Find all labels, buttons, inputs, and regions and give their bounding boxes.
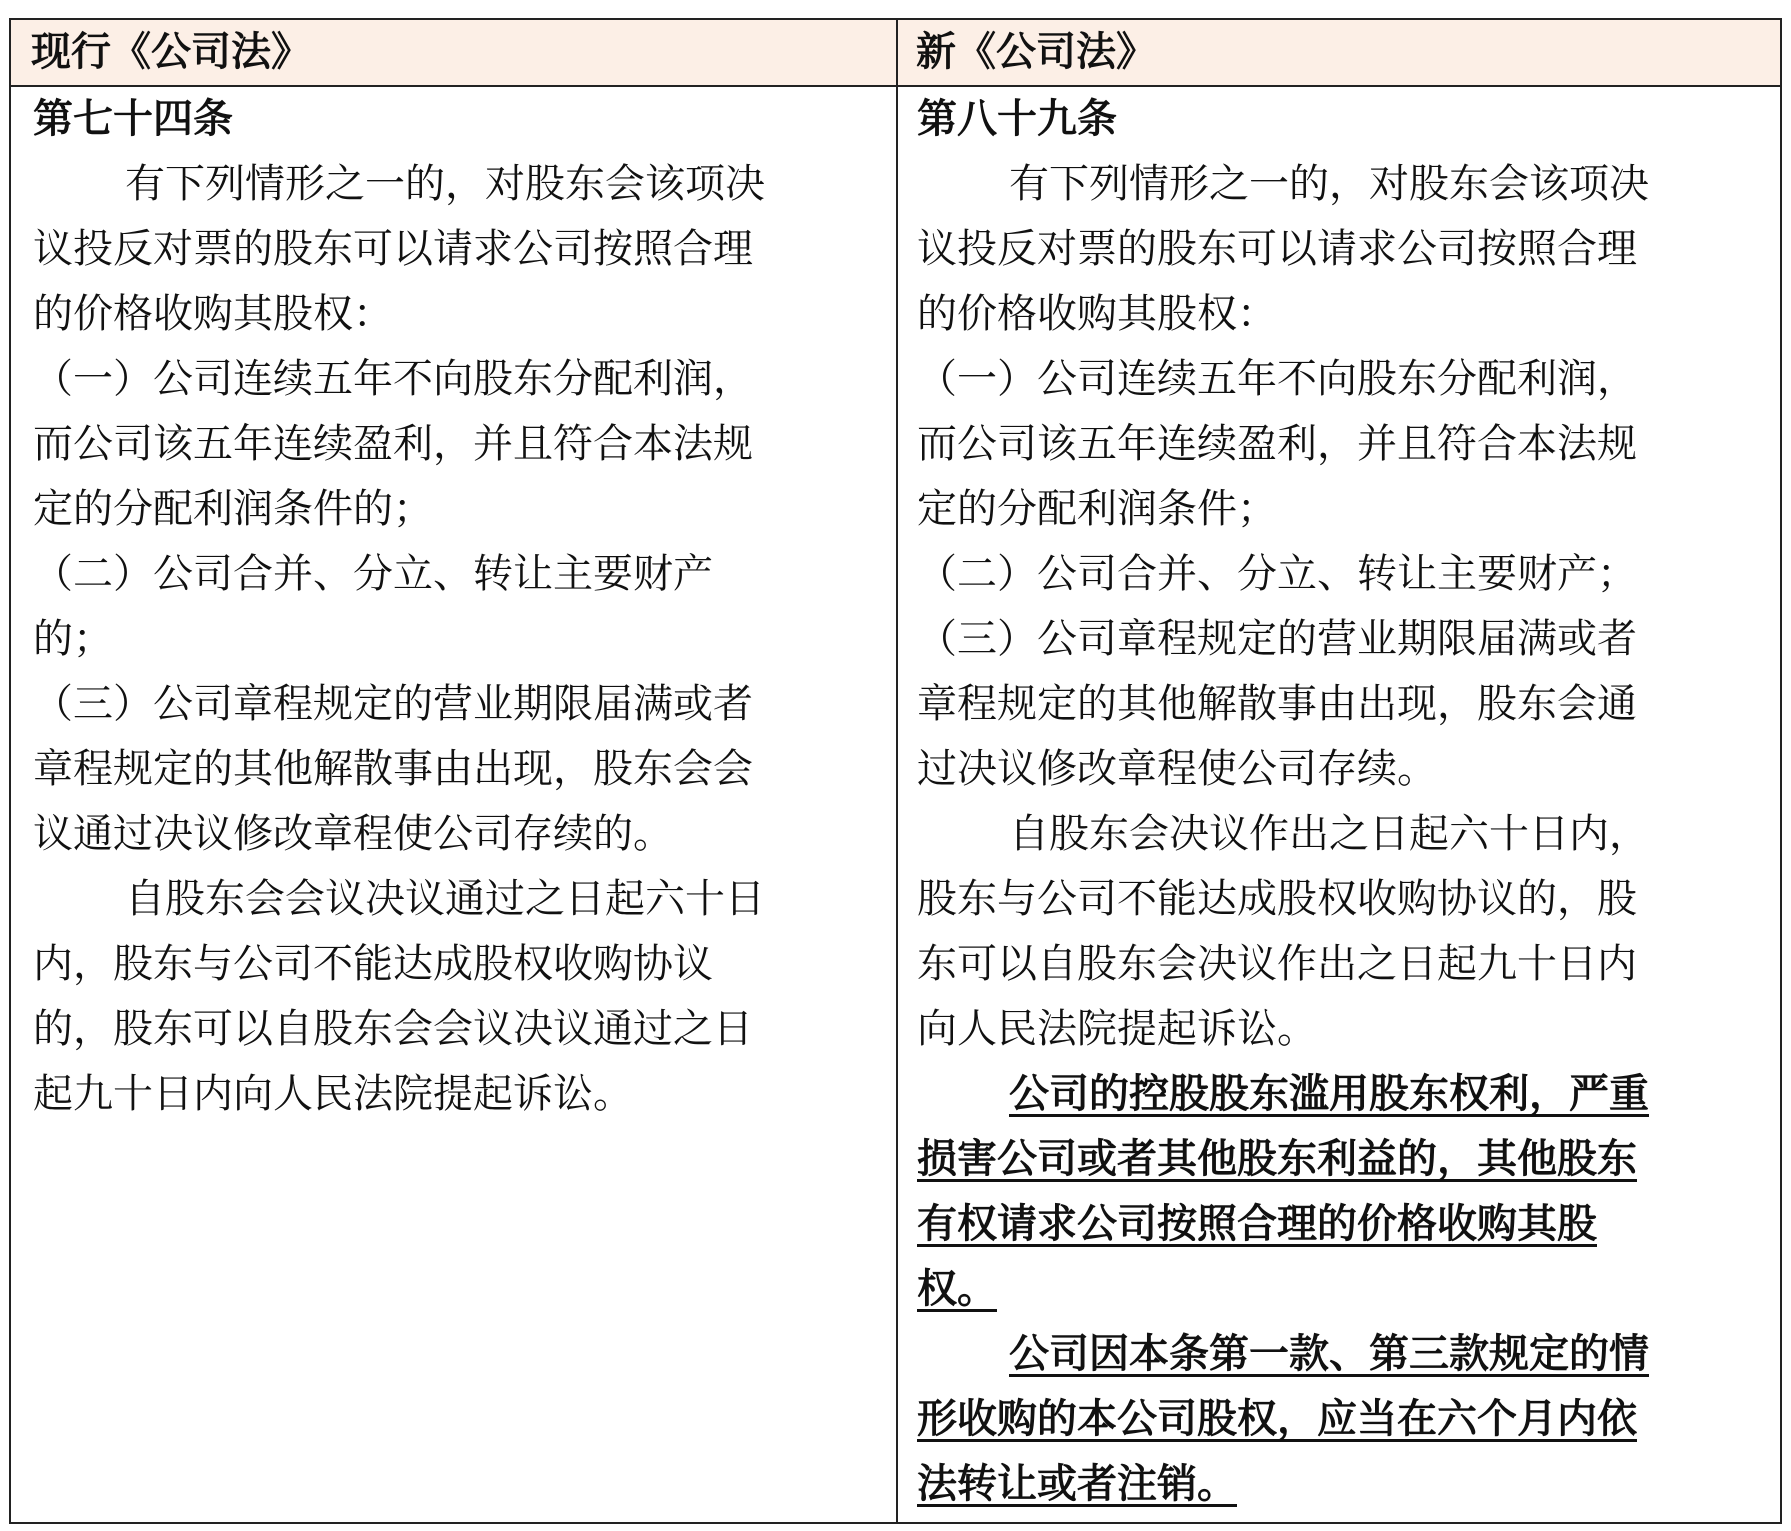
header-new-law: 新《公司法》 bbox=[916, 29, 1156, 75]
new-text-span: 权。 bbox=[917, 1266, 997, 1312]
text-line: 起九十日内向人民法院提起诉讼。 bbox=[33, 1071, 633, 1117]
text-line: 内，股东与公司不能达成股权收购协议 bbox=[33, 941, 713, 987]
new-law-column bbox=[917, 87, 1777, 1517]
new-text-line bbox=[917, 1062, 1777, 1127]
current-law-column bbox=[33, 87, 893, 1127]
text-line: 自股东会决议作出之日起六十日内， bbox=[1009, 811, 1649, 857]
text-line: 议投反对票的股东可以请求公司按照合理 bbox=[33, 226, 753, 272]
text-line: 的价格收购其股权： bbox=[917, 291, 1277, 337]
comparison-table bbox=[9, 18, 1782, 1524]
text-line: （一）公司连续五年不向股东分配利润， bbox=[917, 356, 1637, 402]
text-line: （一）公司连续五年不向股东分配利润， bbox=[33, 356, 753, 402]
text-line: 的价格收购其股权： bbox=[33, 291, 393, 337]
new-text-line bbox=[917, 1192, 1777, 1257]
text-line: 定的分配利润条件； bbox=[917, 486, 1277, 532]
text-line: 的，股东可以自股东会会议决议通过之日 bbox=[33, 1006, 753, 1052]
new-text-span: 有权请求公司按照合理的价格收购其股 bbox=[917, 1201, 1597, 1247]
text-line: （三）公司章程规定的营业期限届满或者 bbox=[33, 681, 753, 727]
text-line: 章程规定的其他解散事由出现，股东会会 bbox=[33, 746, 753, 792]
new-text-line bbox=[917, 1127, 1777, 1192]
text-line: （二）公司合并、分立、转让主要财产； bbox=[917, 551, 1637, 597]
column-divider bbox=[896, 20, 898, 1522]
text-line: （二）公司合并、分立、转让主要财产 bbox=[33, 551, 713, 597]
new-text-line bbox=[917, 1322, 1777, 1387]
text-line: 章程规定的其他解散事由出现，股东会通 bbox=[917, 681, 1637, 727]
text-line: 而公司该五年连续盈利，并且符合本法规 bbox=[33, 421, 753, 467]
new-text-span: 公司的控股股东滥用股东权利，严重 bbox=[1009, 1071, 1649, 1117]
new-text-span: 公司因本条第一款、第三款规定的情 bbox=[1009, 1331, 1649, 1377]
text-line: 议通过决议修改章程使公司存续的。 bbox=[33, 811, 673, 857]
text-line: 的； bbox=[33, 616, 113, 662]
new-text-span: 损害公司或者其他股东利益的，其他股东 bbox=[917, 1136, 1637, 1182]
text-line: 议投反对票的股东可以请求公司按照合理 bbox=[917, 226, 1637, 272]
text-line: （三）公司章程规定的营业期限届满或者 bbox=[917, 616, 1637, 662]
text-line: 自股东会会议决议通过之日起六十日 bbox=[125, 876, 765, 922]
text-line: 有下列情形之一的，对股东会该项决 bbox=[1009, 161, 1649, 207]
article-title: 第八十九条 bbox=[917, 96, 1117, 142]
new-text-line bbox=[917, 1257, 1777, 1322]
text-line: 过决议修改章程使公司存续。 bbox=[917, 746, 1437, 792]
text-line: 定的分配利润条件的； bbox=[33, 486, 433, 532]
new-text-line bbox=[917, 1387, 1777, 1452]
text-line: 有下列情形之一的，对股东会该项决 bbox=[125, 161, 765, 207]
text-line: 而公司该五年连续盈利，并且符合本法规 bbox=[917, 421, 1637, 467]
text-line: 向人民法院提起诉讼。 bbox=[917, 1006, 1317, 1052]
new-text-span: 法转让或者注销。 bbox=[917, 1461, 1237, 1507]
text-line: 东可以自股东会决议作出之日起九十日内 bbox=[917, 941, 1637, 987]
new-text-line bbox=[917, 1452, 1777, 1517]
article-title: 第七十四条 bbox=[33, 96, 233, 142]
header-current-law: 现行《公司法》 bbox=[31, 29, 311, 75]
new-text-span: 形收购的本公司股权，应当在六个月内依 bbox=[917, 1396, 1637, 1442]
text-line: 股东与公司不能达成股权收购协议的，股 bbox=[917, 876, 1637, 922]
